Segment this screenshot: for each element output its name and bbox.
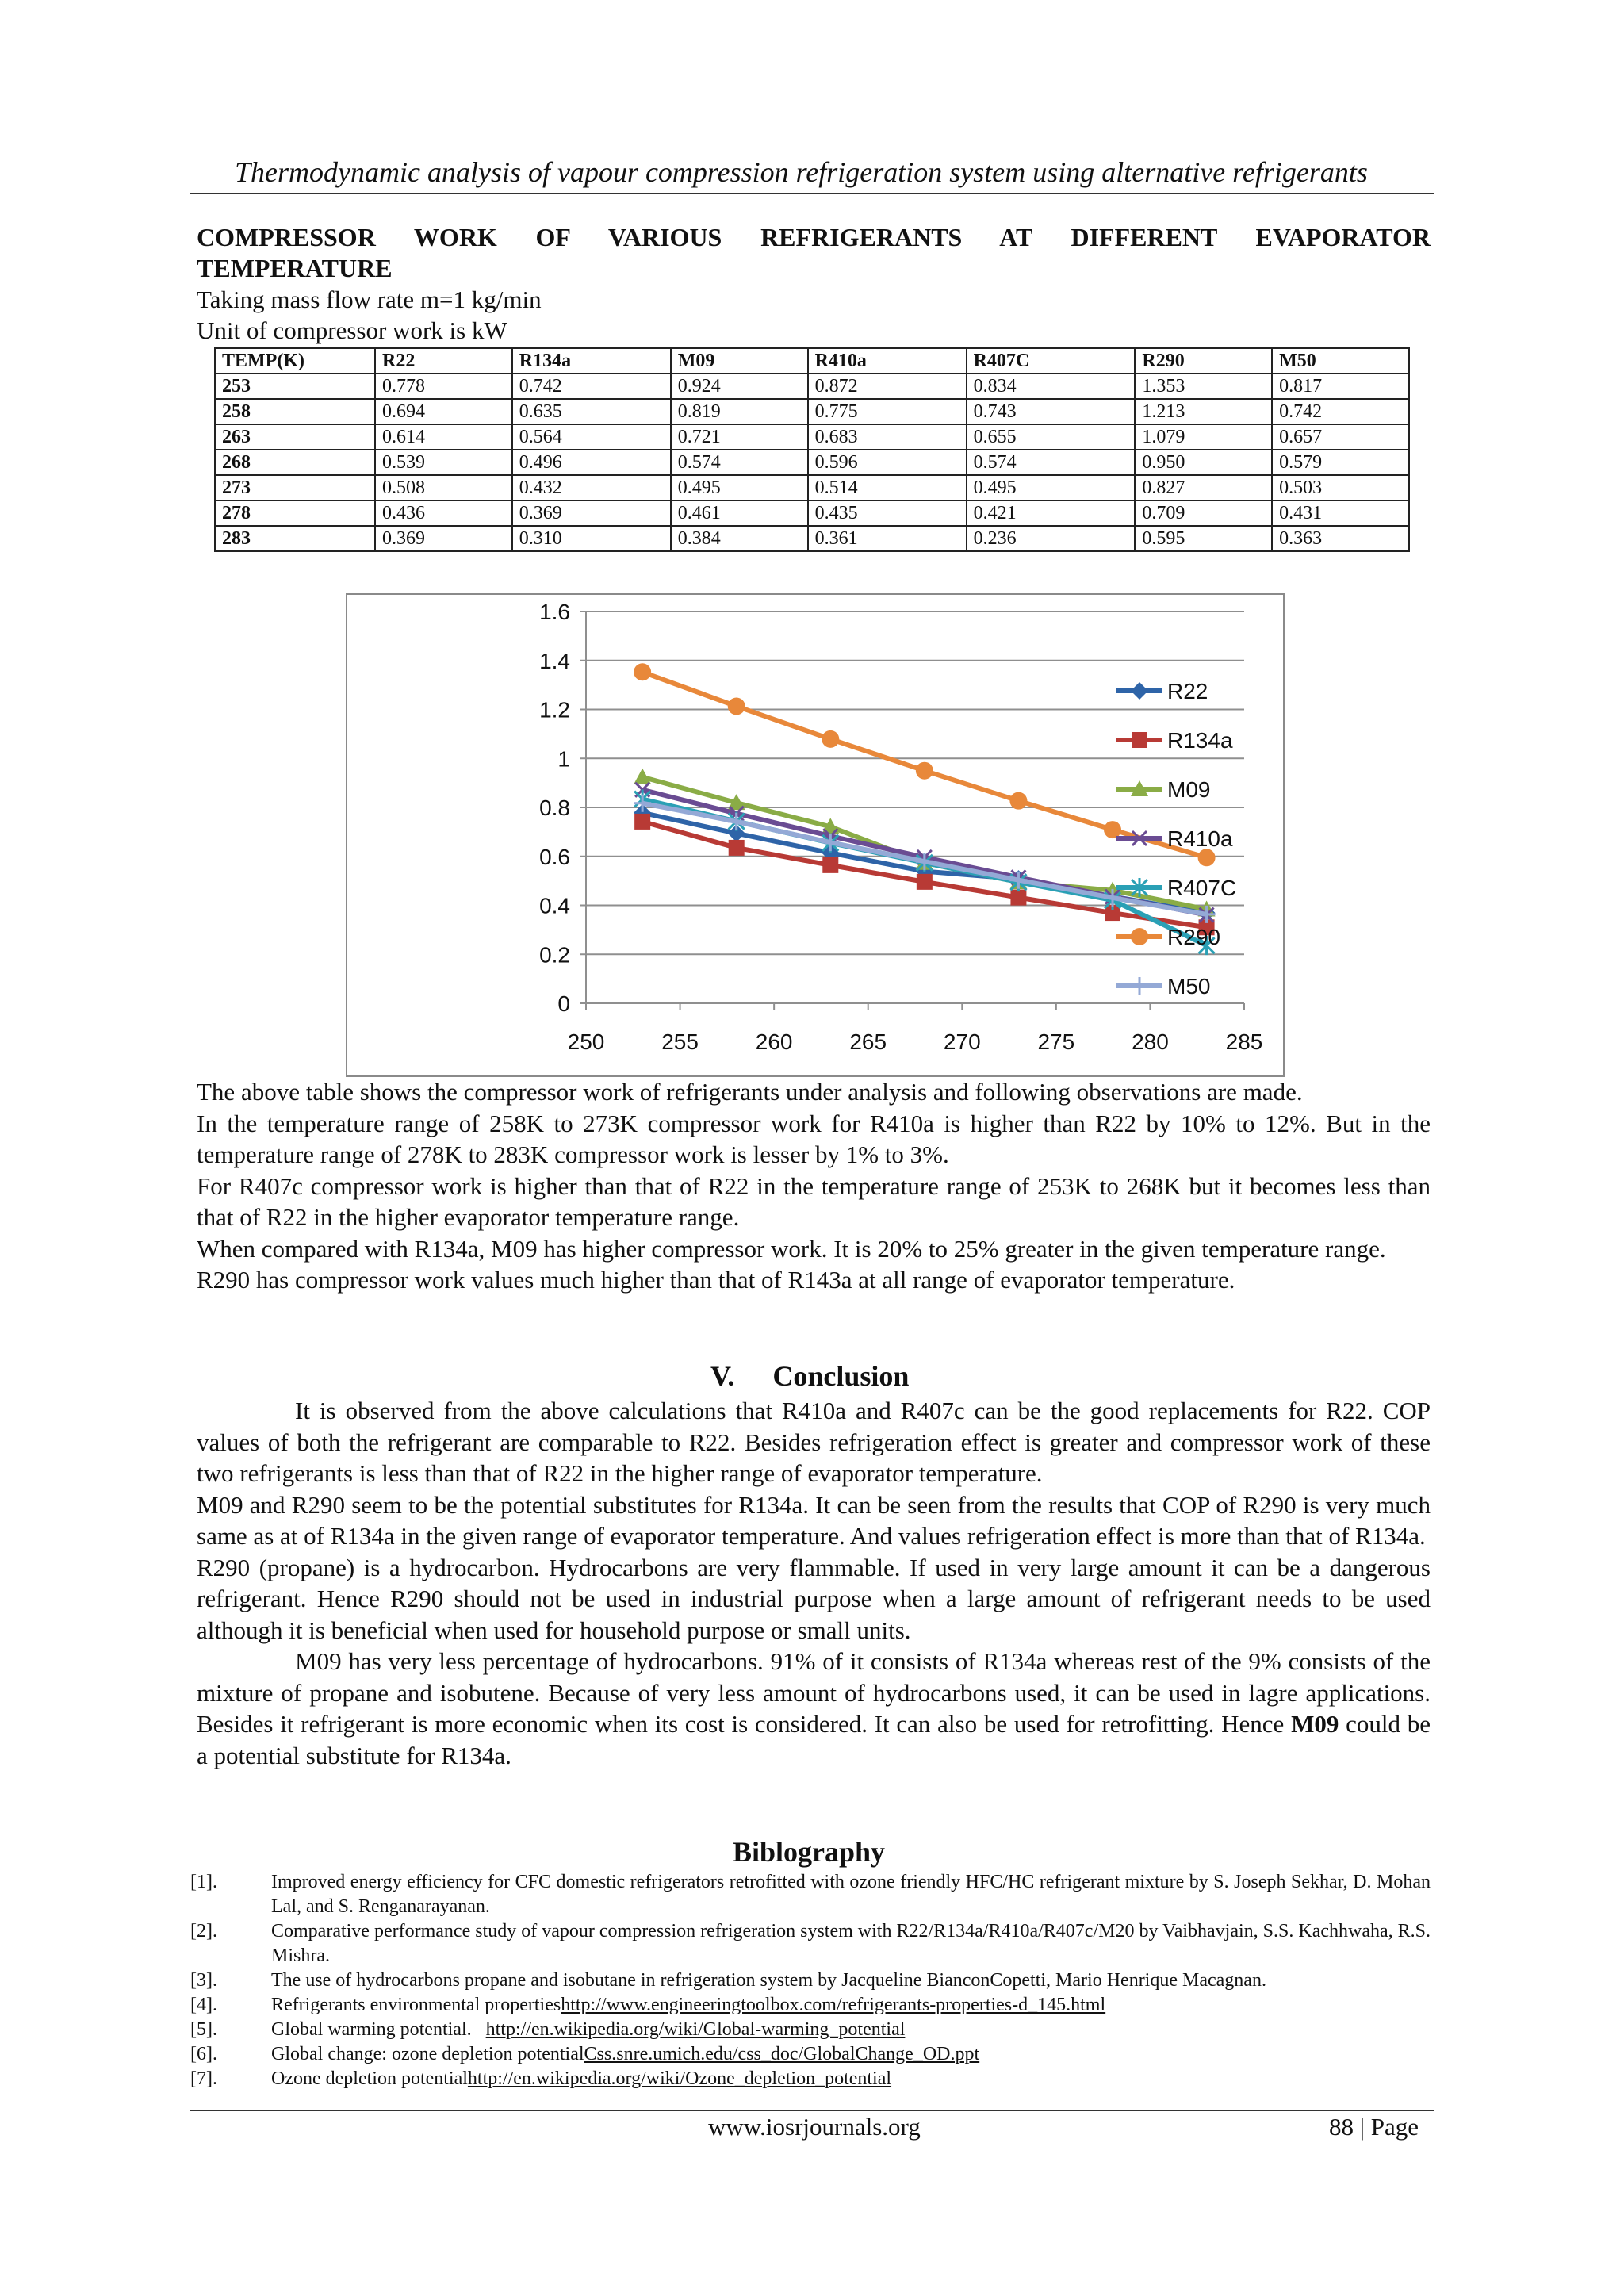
conclusion-text: could be a potential substitute for R134a.: [197, 1710, 1431, 1769]
reference-citation: The use of hydrocarbons propane and isobutane in refrigeration system by Jacqueline BianconCopetti, Mario Henrique Macagnan.: [271, 1970, 1266, 1991]
y-tick-label: 1.4: [539, 648, 570, 673]
reference-link[interactable]: http://en.wikipedia.org/wiki/Ozone_depletion_potential: [467, 2068, 892, 2089]
data-point-r290: [1009, 792, 1027, 810]
reference-number: [4].: [190, 1995, 217, 2015]
data-point-r134a: [729, 840, 745, 856]
value-cell: 0.574: [967, 450, 1136, 475]
value-cell: 0.683: [808, 424, 967, 450]
value-cell: 0.819: [671, 399, 808, 424]
data-point-r290: [822, 730, 839, 748]
value-cell: 1.079: [1135, 424, 1272, 450]
reference-text: [271, 1919, 1435, 1968]
value-cell: 0.595: [1135, 526, 1272, 551]
conclusion-text: M09 has very less percentage of hydrocarbons. 91% of it consists of R134a whereas rest of the 9% consists of the mixture of propane and isobutene. Because of very less amount of hydrocarbons used, it can be used in lagre applications. Besides it refrigerant is more economic when its cost is considered. It can also be used for retrofitting. Hence: [197, 1647, 1431, 1738]
reference-link[interactable]: http://en.wikipedia.org/wiki/Global-warming_potential: [485, 2019, 906, 2040]
legend-marker-r290: [1131, 928, 1148, 945]
data-point-r290: [728, 697, 745, 715]
value-cell: 0.369: [512, 500, 671, 526]
chart-svg: [347, 595, 1283, 1075]
temp-cell: 273: [215, 475, 375, 500]
footer-site[interactable]: www.iosrjournals.org: [708, 2113, 921, 2141]
value-cell: 0.742: [512, 374, 671, 399]
reference-number: [5].: [190, 2019, 217, 2040]
reference-item: [190, 2018, 1431, 2042]
reference-item: [190, 1968, 1431, 1993]
table-header: TEMP(K): [215, 348, 375, 374]
table-body: [215, 374, 1409, 551]
reference-number: [1].: [190, 1872, 217, 1892]
y-tick-label: 0.6: [539, 844, 570, 869]
value-cell: 0.721: [671, 424, 808, 450]
value-cell: 0.508: [375, 475, 512, 500]
observation-paragraph: In the temperature range of 258K to 273K compressor work for R410a is higher than R22 by 10% to 12%. But in the temperature range of 278K to 283K compressor work is lesser by 1% to 3%.: [197, 1109, 1431, 1168]
reference-citation: Improved energy efficiency for CFC domestic refrigerators retrofitted with ozone friendly HFC/HC refrigerant mixture by S. Joseph Sekhar, D. Mohan Lal, and S. Renganarayanan.: [271, 1872, 1435, 1917]
reference-item: [190, 2042, 1431, 2067]
x-tick-label: 255: [661, 1029, 699, 1054]
legend-label-r407c: R407C: [1167, 876, 1237, 900]
unit-note: Unit of compressor work is kW: [197, 316, 508, 344]
temp-cell: 263: [215, 424, 375, 450]
bibliography-list: [190, 1870, 1435, 2091]
y-tick-label: 0.2: [539, 942, 570, 968]
legend-label-r410a: R410a: [1167, 826, 1233, 851]
reference-text: [271, 2018, 1431, 2042]
reference-number: [6].: [190, 2044, 217, 2064]
x-tick-label: 285: [1225, 1029, 1263, 1054]
mass-flow-note: Taking mass flow rate m=1 kg/min: [197, 286, 542, 313]
reference-text: [271, 1968, 1431, 1993]
section-title-line2: TEMPERATURE: [197, 254, 393, 282]
data-point-r134a: [634, 814, 650, 830]
value-cell: 0.421: [967, 500, 1136, 526]
y-tick-label: 0.4: [539, 893, 570, 918]
page-number: 88 | Page: [1329, 2113, 1419, 2141]
reference-citation: Refrigerants environmental properties: [271, 1995, 561, 2015]
data-point-r134a: [917, 874, 933, 890]
table-row: [215, 424, 1409, 450]
header-rule: [190, 193, 1434, 194]
legend-label-m50: M50: [1167, 974, 1211, 999]
temp-cell: 258: [215, 399, 375, 424]
value-cell: 0.778: [375, 374, 512, 399]
value-cell: 0.950: [1135, 450, 1272, 475]
observation-paragraph: For R407c compressor work is higher than that of R22 in the temperature range of 253K to 268K but it becomes less than that of R22 in the higher evaporator temperature range.: [197, 1171, 1431, 1231]
value-cell: 0.574: [671, 450, 808, 475]
compressor-work-chart: [346, 593, 1285, 1077]
bibliography-heading: Biblography: [733, 1836, 886, 1868]
value-cell: 0.834: [967, 374, 1136, 399]
conclusion-paragraph: R290 (propane) is a hydrocarbon. Hydrocarbons are very flammable. If used in very large amount it can be a dangerous refrigerant. Hence R290 should not be used in industrial purpose when a large amount of refrigerant needs to be used although it is beneficial when used for household purpose or small units.: [197, 1553, 1431, 1644]
section-title: [197, 222, 1431, 284]
reference-citation: Global change: ozone depletion potential: [271, 2044, 584, 2064]
data-point-r290: [916, 762, 933, 780]
footer-rule: [190, 2110, 1434, 2111]
y-tick-label: 1.2: [539, 697, 570, 723]
value-cell: 0.539: [375, 450, 512, 475]
reference-number: [3].: [190, 1970, 217, 1991]
reference-text: [271, 2067, 1431, 2091]
value-cell: 0.596: [808, 450, 967, 475]
reference-item: [190, 1870, 1435, 1919]
value-cell: 0.743: [967, 399, 1136, 424]
table-header: R134a: [512, 348, 671, 374]
conclusion-paragraph: It is observed from the above calculations that R410a and R407c can be the good replacements for R22. COP values of both the refrigerant are comparable to R22. Besides refrigeration effect is greater and compressor work of these two refrigerants is less than that of R22 in the higher range of evaporator temperature.: [197, 1397, 1431, 1487]
running-head: Thermodynamic analysis of vapour compression refrigeration system using alternative refrigerants: [235, 156, 1368, 188]
value-cell: 0.495: [967, 475, 1136, 500]
value-cell: 0.435: [808, 500, 967, 526]
value-cell: 0.236: [967, 526, 1136, 551]
value-cell: 0.495: [671, 475, 808, 500]
compressor-work-table: [214, 347, 1410, 552]
temp-cell: 253: [215, 374, 375, 399]
data-point-r134a: [1010, 890, 1026, 906]
x-tick-label: 280: [1132, 1029, 1169, 1054]
value-cell: 0.436: [375, 500, 512, 526]
reference-item: [190, 2067, 1431, 2091]
legend-marker-m50: [1131, 977, 1148, 995]
y-tick-label: 1: [557, 746, 570, 772]
table-header-row: [215, 348, 1409, 374]
conclusion-heading: [710, 1359, 909, 1393]
value-cell: 0.369: [375, 526, 512, 551]
data-point-r290: [1198, 849, 1216, 866]
legend-label-m09: M09: [1167, 777, 1211, 802]
value-cell: 0.384: [671, 526, 808, 551]
value-cell: 0.817: [1272, 374, 1409, 399]
value-cell: 1.353: [1135, 374, 1272, 399]
value-cell: 0.614: [375, 424, 512, 450]
reference-number: [2].: [190, 1921, 217, 1941]
legend-label-r22: R22: [1167, 679, 1208, 703]
temp-cell: 283: [215, 526, 375, 551]
value-cell: 0.742: [1272, 399, 1409, 424]
value-cell: 0.775: [808, 399, 967, 424]
data-point-r290: [1104, 821, 1121, 838]
x-tick-label: 260: [755, 1029, 793, 1054]
data-point-r134a: [822, 857, 838, 873]
table-row: [215, 374, 1409, 399]
legend-marker-r134a: [1132, 732, 1147, 748]
value-cell: 0.694: [375, 399, 512, 424]
value-cell: 0.924: [671, 374, 808, 399]
value-cell: 0.579: [1272, 450, 1409, 475]
x-tick-label: 270: [943, 1029, 981, 1054]
x-tick-label: 275: [1037, 1029, 1075, 1054]
temp-cell: 278: [215, 500, 375, 526]
legend-label-r290: R290: [1167, 925, 1220, 949]
y-tick-label: 0: [557, 991, 570, 1016]
table-row: [215, 526, 1409, 551]
reference-text: [271, 1993, 1431, 2018]
reference-link[interactable]: Css.snre.umich.edu/css_doc/GlobalChange_OD.ppt: [584, 2044, 980, 2064]
value-cell: 0.461: [671, 500, 808, 526]
table-row: [215, 500, 1409, 526]
table-header: R407C: [967, 348, 1136, 374]
value-cell: 0.496: [512, 450, 671, 475]
reference-item: [190, 1993, 1431, 2018]
table-header: R290: [1135, 348, 1272, 374]
value-cell: 0.432: [512, 475, 671, 500]
table-row: [215, 475, 1409, 500]
value-cell: 0.827: [1135, 475, 1272, 500]
value-cell: 0.431: [1272, 500, 1409, 526]
reference-text: [271, 1870, 1435, 1919]
table-row: [215, 450, 1409, 475]
value-cell: 1.213: [1135, 399, 1272, 424]
y-tick-label: 0.8: [539, 795, 570, 820]
reference-item: [190, 1919, 1435, 1968]
conclusion-body: [197, 1395, 1431, 1771]
value-cell: 0.872: [808, 374, 967, 399]
observation-paragraph: The above table shows the compressor work of refrigerants under analysis and following observations are made.: [197, 1078, 1303, 1106]
legend-label-r134a: R134a: [1167, 728, 1233, 753]
value-cell: 0.363: [1272, 526, 1409, 551]
table-header: M09: [671, 348, 808, 374]
table-row: [215, 399, 1409, 424]
reference-link[interactable]: http://www.engineeringtoolbox.com/refrigerants-properties-d_145.html: [561, 1995, 1106, 2015]
observation-paragraph: R290 has compressor work values much higher than that of R143a at all range of evaporator temperature.: [197, 1266, 1235, 1294]
x-tick-label: 265: [849, 1029, 887, 1054]
value-cell: 0.635: [512, 399, 671, 424]
value-cell: 0.655: [967, 424, 1136, 450]
value-cell: 0.361: [808, 526, 967, 551]
observations: [197, 1076, 1431, 1296]
data-point-r290: [634, 663, 651, 680]
conclusion-number: V.: [710, 1360, 735, 1392]
table-header: M50: [1272, 348, 1409, 374]
conclusion-paragraph: [197, 1646, 1431, 1771]
value-cell: 0.503: [1272, 475, 1409, 500]
value-cell: 0.709: [1135, 500, 1272, 526]
x-tick-label: 250: [567, 1029, 605, 1054]
value-cell: 0.564: [512, 424, 671, 450]
temp-cell: 268: [215, 450, 375, 475]
value-cell: 0.310: [512, 526, 671, 551]
reference-number: [7].: [190, 2068, 217, 2089]
observation-paragraph: When compared with R134a, M09 has higher compressor work. It is 20% to 25% greater in the given temperature range.: [197, 1234, 1386, 1263]
conclusion-title: Conclusion: [772, 1360, 910, 1392]
legend-marker-r22: [1131, 682, 1148, 700]
reference-citation: Ozone depletion potential: [271, 2068, 468, 2089]
conclusion-bold-term: M09: [1291, 1710, 1339, 1738]
value-cell: 0.657: [1272, 424, 1409, 450]
value-cell: 0.514: [808, 475, 967, 500]
table-header: R410a: [808, 348, 967, 374]
section-title-line1: COMPRESSOR WORK OF VARIOUS REFRIGERANTS AT DIFFERENT EVAPORATOR: [197, 223, 1431, 251]
reference-citation: Global warming potential.: [271, 2019, 486, 2040]
y-tick-label: 1.6: [539, 600, 570, 624]
reference-citation: Comparative performance study of vapour compression refrigeration system with R22/R134a/R410a/R407c/M20 by Vaibhavjain, S.S. Kachhwaha, R.S. Mishra.: [271, 1921, 1435, 1966]
conclusion-paragraph: M09 and R290 seem to be the potential substitutes for R134a. It can be seen from the results that COP of R290 is very much same as at of R134a in the given range of evaporator temperature. And values refrigeration effect is more than that of R134a.: [197, 1490, 1431, 1550]
table-header: R22: [375, 348, 512, 374]
reference-text: [271, 2042, 1431, 2067]
